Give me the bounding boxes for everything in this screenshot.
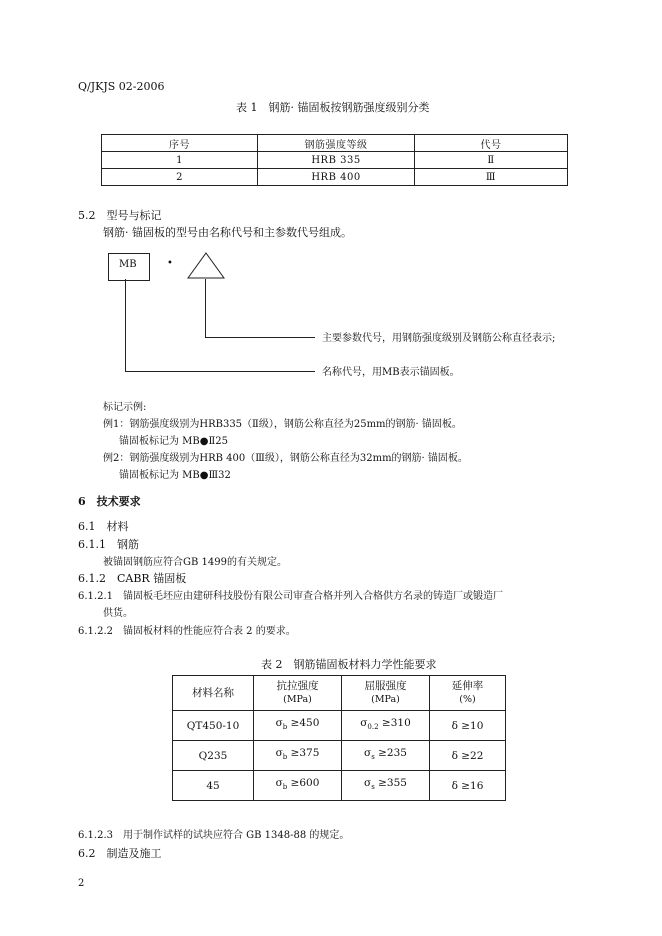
yield-unit: (MPa) [371,694,400,705]
table1 [101,134,568,186]
table1-header-row [102,135,568,152]
section-5-2-heading: 5.2 型号与标记 [78,209,162,222]
table2-header-yield [342,676,430,711]
yield-value: ≥310 [381,717,411,730]
tensile-cell [254,741,342,771]
section-5-2-intro: 钢筋· 锚固板的型号由名称代号和主参数代号组成。 [103,226,352,239]
material-cell: Q235 [173,741,254,771]
tensile-subscript: b [282,723,288,732]
tensile-label: 抗拉强度 [276,680,319,692]
table2-header-material: 材料名称 [173,676,254,711]
separator-dot: • [167,258,173,269]
table1-caption: 表 1 钢筋· 锚固板按钢筋强度级别分类 [236,101,430,114]
tensile-value: ≥450 [290,717,320,730]
yield-cell [342,741,430,771]
table2-header-tensile [254,676,342,711]
yield-subscript: s [371,753,375,762]
section-6-1-2-1-text-cont: 供货。 [103,608,133,619]
table-cell: 1 [102,152,258,169]
example-1: 例1：钢筋强度级别为HRB335（Ⅱ级），钢筋公称直径为25mm的钢筋· 锚固板。 [103,419,462,430]
table-cell: HRB 335 [258,152,415,169]
table2-header-elongation [430,676,506,711]
example-2-mark: 锚固板标记为 MB●Ⅲ32 [119,470,231,481]
elongation-label: 延伸率 [451,680,484,692]
examples-title: 标记示例: [103,402,147,413]
yield-cell [342,711,430,741]
yield-subscript: s [371,783,375,792]
doc-id: Q/JKJS 02-2006 [78,80,165,93]
name-code-leader-vertical [125,279,126,371]
yield-label: 屈服强度 [364,680,407,692]
table-cell: HRB 400 [258,169,415,186]
section-6-2-heading: 6.2 制造及施工 [78,847,162,860]
main-param-leader-vertical [205,279,206,337]
elongation-cell: δ ≥10 [430,711,506,741]
table-cell: Ⅲ [415,169,568,186]
yield-value: ≥355 [378,777,407,790]
table-row [102,152,568,169]
name-code-leader-horizontal [125,371,315,372]
main-param-label: 主要参数代号，用钢筋强度级别及钢筋公称直径表示; [322,333,556,344]
table1-header-cell: 钢筋强度等级 [258,135,415,152]
page-number: 2 [78,878,85,889]
yield-symbol: σ [360,717,368,730]
table-row [173,771,506,801]
tensile-symbol: σ [275,777,283,790]
tensile-unit: (MPa) [283,694,312,705]
section-6-1-heading: 6.1 材料 [78,520,129,533]
yield-symbol: σ [364,747,372,760]
section-6-1-1-text: 被锚固钢筋应符合GB 1499的有关规定。 [103,557,287,568]
tensile-value: ≥375 [290,747,320,760]
example-2: 例2：钢筋强度级别为HRB 400（Ⅲ级），钢筋公称直径为32mm的钢筋· 锚固板。 [103,453,468,464]
yield-symbol: σ [364,777,372,790]
elongation-cell: δ ≥16 [430,771,506,801]
table-row [173,711,506,741]
triangle-icon [186,251,226,279]
table-row [102,169,568,186]
section-6-heading: 6 技术要求 [78,495,141,508]
elongation-unit: (%) [459,694,476,705]
section-6-1-2-2-text: 6.1.2.2 锚固板材料的性能应符合表 2 的要求。 [78,626,296,637]
yield-cell [342,771,430,801]
tensile-cell [254,771,342,801]
material-cell: QT450-10 [173,711,254,741]
example-1-mark: 锚固板标记为 MB●Ⅱ25 [119,436,229,447]
elongation-cell: δ ≥22 [430,741,506,771]
tensile-subscript: b [282,783,288,792]
tensile-subscript: b [282,753,288,762]
section-6-1-1-heading: 6.1.1 钢筋 [78,538,139,551]
tensile-cell [254,711,342,741]
tensile-value: ≥600 [290,777,320,790]
table1-header-cell: 序号 [102,135,258,152]
tensile-symbol: σ [275,717,283,730]
table2-header-row [173,676,506,711]
section-6-1-2-1-text: 6.1.2.1 锚固板毛坯应由建研科技股份有限公司审查合格并列入合格供方名录的铸造厂或锻造厂 [78,591,503,602]
yield-value: ≥235 [378,747,407,760]
section-6-1-2-3-text: 6.1.2.3 用于制作试样的试块应符合 GB 1348-88 的规定。 [78,830,350,841]
table2 [172,675,506,801]
mb-code-label: MB [119,259,137,270]
tensile-symbol: σ [275,747,283,760]
table-cell: Ⅱ [415,152,568,169]
section-6-1-2-heading: 6.1.2 CABR 锚固板 [78,572,187,585]
name-code-label: 名称代号，用MB表示锚固板。 [322,367,460,378]
material-cell: 45 [173,771,254,801]
table-row [173,741,506,771]
table1-header-cell: 代号 [415,135,568,152]
yield-subscript: 0.2 [367,723,379,732]
main-param-leader-horizontal [205,337,315,338]
table2-caption: 表 2 钢筋锚固板材料力学性能要求 [261,658,437,671]
table-cell: 2 [102,169,258,186]
